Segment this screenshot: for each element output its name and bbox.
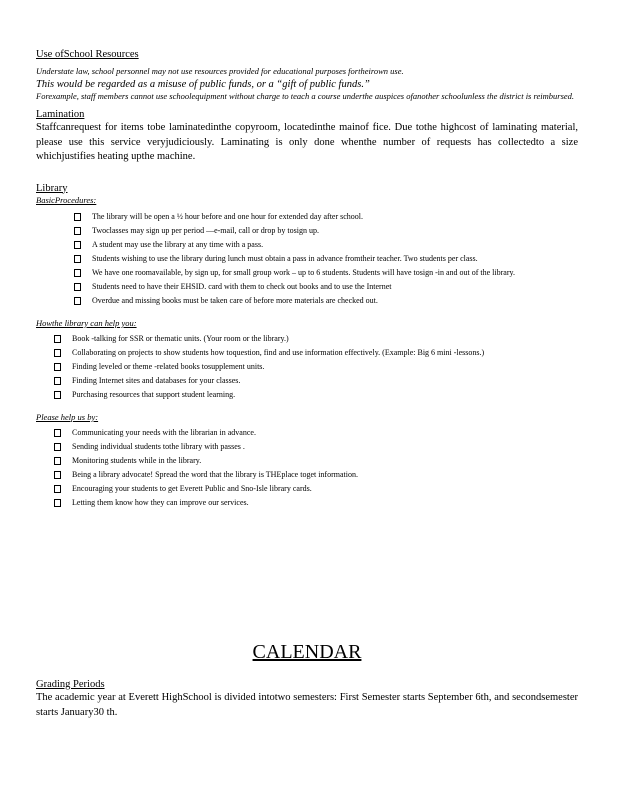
use-of-resources-heading: Use ofSchool Resources bbox=[36, 49, 139, 60]
list-item: Overdue and missing books must be taken care of before more materials are checked out. bbox=[74, 295, 580, 306]
basic-procedures-list bbox=[74, 211, 580, 306]
list-item: Collaborating on projects to show students how toquestion, find and use information effectively. (Example: Big 6 mini -lessons.) bbox=[54, 347, 580, 358]
library-help-list bbox=[54, 333, 580, 400]
grading-periods-text: The academic year at Everett HighSchool is divided intotwo semesters: First Semester starts September 6th, and secondsemester starts January30 th. bbox=[36, 692, 578, 718]
lamination-section bbox=[36, 108, 578, 165]
list-item: The library will be open a ½ hour before and one hour for extended day after school. bbox=[74, 211, 580, 222]
please-help-list bbox=[54, 427, 580, 508]
misuse-law-text: Understate law, school personnel may not use resources provided for educational purposes fortheirown use. bbox=[36, 66, 404, 76]
document-page bbox=[36, 48, 578, 718]
list-item: Monitoring students while in the library. bbox=[54, 455, 580, 466]
equipment-example-text: Forexample, staff members cannot use schoolequipment without charge to teach a course underthe auspices ofanother schoolunless the district is reimbursed. bbox=[36, 90, 575, 101]
calendar-title: CALENDAR bbox=[252, 641, 362, 663]
list-item: Being a library advocate! Spread the word that the library is THEplace toget information. bbox=[54, 469, 580, 480]
list-item: Sending individual students tothe library with passes . bbox=[54, 441, 580, 452]
lamination-heading: Lamination bbox=[36, 109, 85, 120]
list-item: Communicating your needs with the librarian in advance. bbox=[54, 427, 580, 438]
lamination-text: Staffcanrequest for items tobe laminatedinthe copyroom, locatedinthe mainof fice. Due tothe highcost of laminating material, please use this service veryjudiciously. Laminating is only done whenthe number of requests has collectedto a size whichjustifies heating upthe machine. bbox=[36, 122, 578, 162]
list-item: Finding Internet sites and databases for your classes. bbox=[54, 375, 580, 386]
grading-periods-heading: Grading Periods bbox=[36, 679, 105, 690]
list-item: Students need to have their EHSID. card with them to check out books and to use the Internet bbox=[74, 281, 580, 292]
list-item: Encouraging your students to get Everett Public and Sno-Isle library cards. bbox=[54, 483, 580, 494]
list-item: We have one roomavailable, by sign up, for small group work – up to 6 students. Students will have tosign -in and out of the library. bbox=[74, 267, 580, 278]
grading-periods-section bbox=[36, 678, 578, 720]
list-item: Purchasing resources that support student learning. bbox=[54, 389, 580, 400]
library-section bbox=[36, 182, 578, 508]
list-item: Finding leveled or theme -related books tosupplement units. bbox=[54, 361, 580, 372]
list-item: A student may use the library at any time with a pass. bbox=[74, 239, 580, 250]
library-heading: Library bbox=[36, 182, 68, 194]
misuse-quote: This would be regarded as a misuse of public funds, or a “gift of public funds.” bbox=[36, 78, 370, 90]
list-item: Students wishing to use the library during lunch must obtain a pass in advance fromtheir teacher. Two students per class. bbox=[74, 253, 580, 264]
use-of-resources-section bbox=[36, 48, 578, 102]
list-item: Letting them know how they can improve our services. bbox=[54, 497, 580, 508]
library-help-heading: Howthe library can help you: bbox=[36, 317, 137, 328]
list-item: Book -talking for SSR or thematic units. (Your room or the library.) bbox=[54, 333, 580, 344]
please-help-heading: Please help us by: bbox=[36, 411, 99, 422]
basic-procedures-heading: BasicProcedures: bbox=[36, 194, 97, 205]
list-item: Twoclasses may sign up per period —e-mail, call or drop by tosign up. bbox=[74, 225, 580, 236]
